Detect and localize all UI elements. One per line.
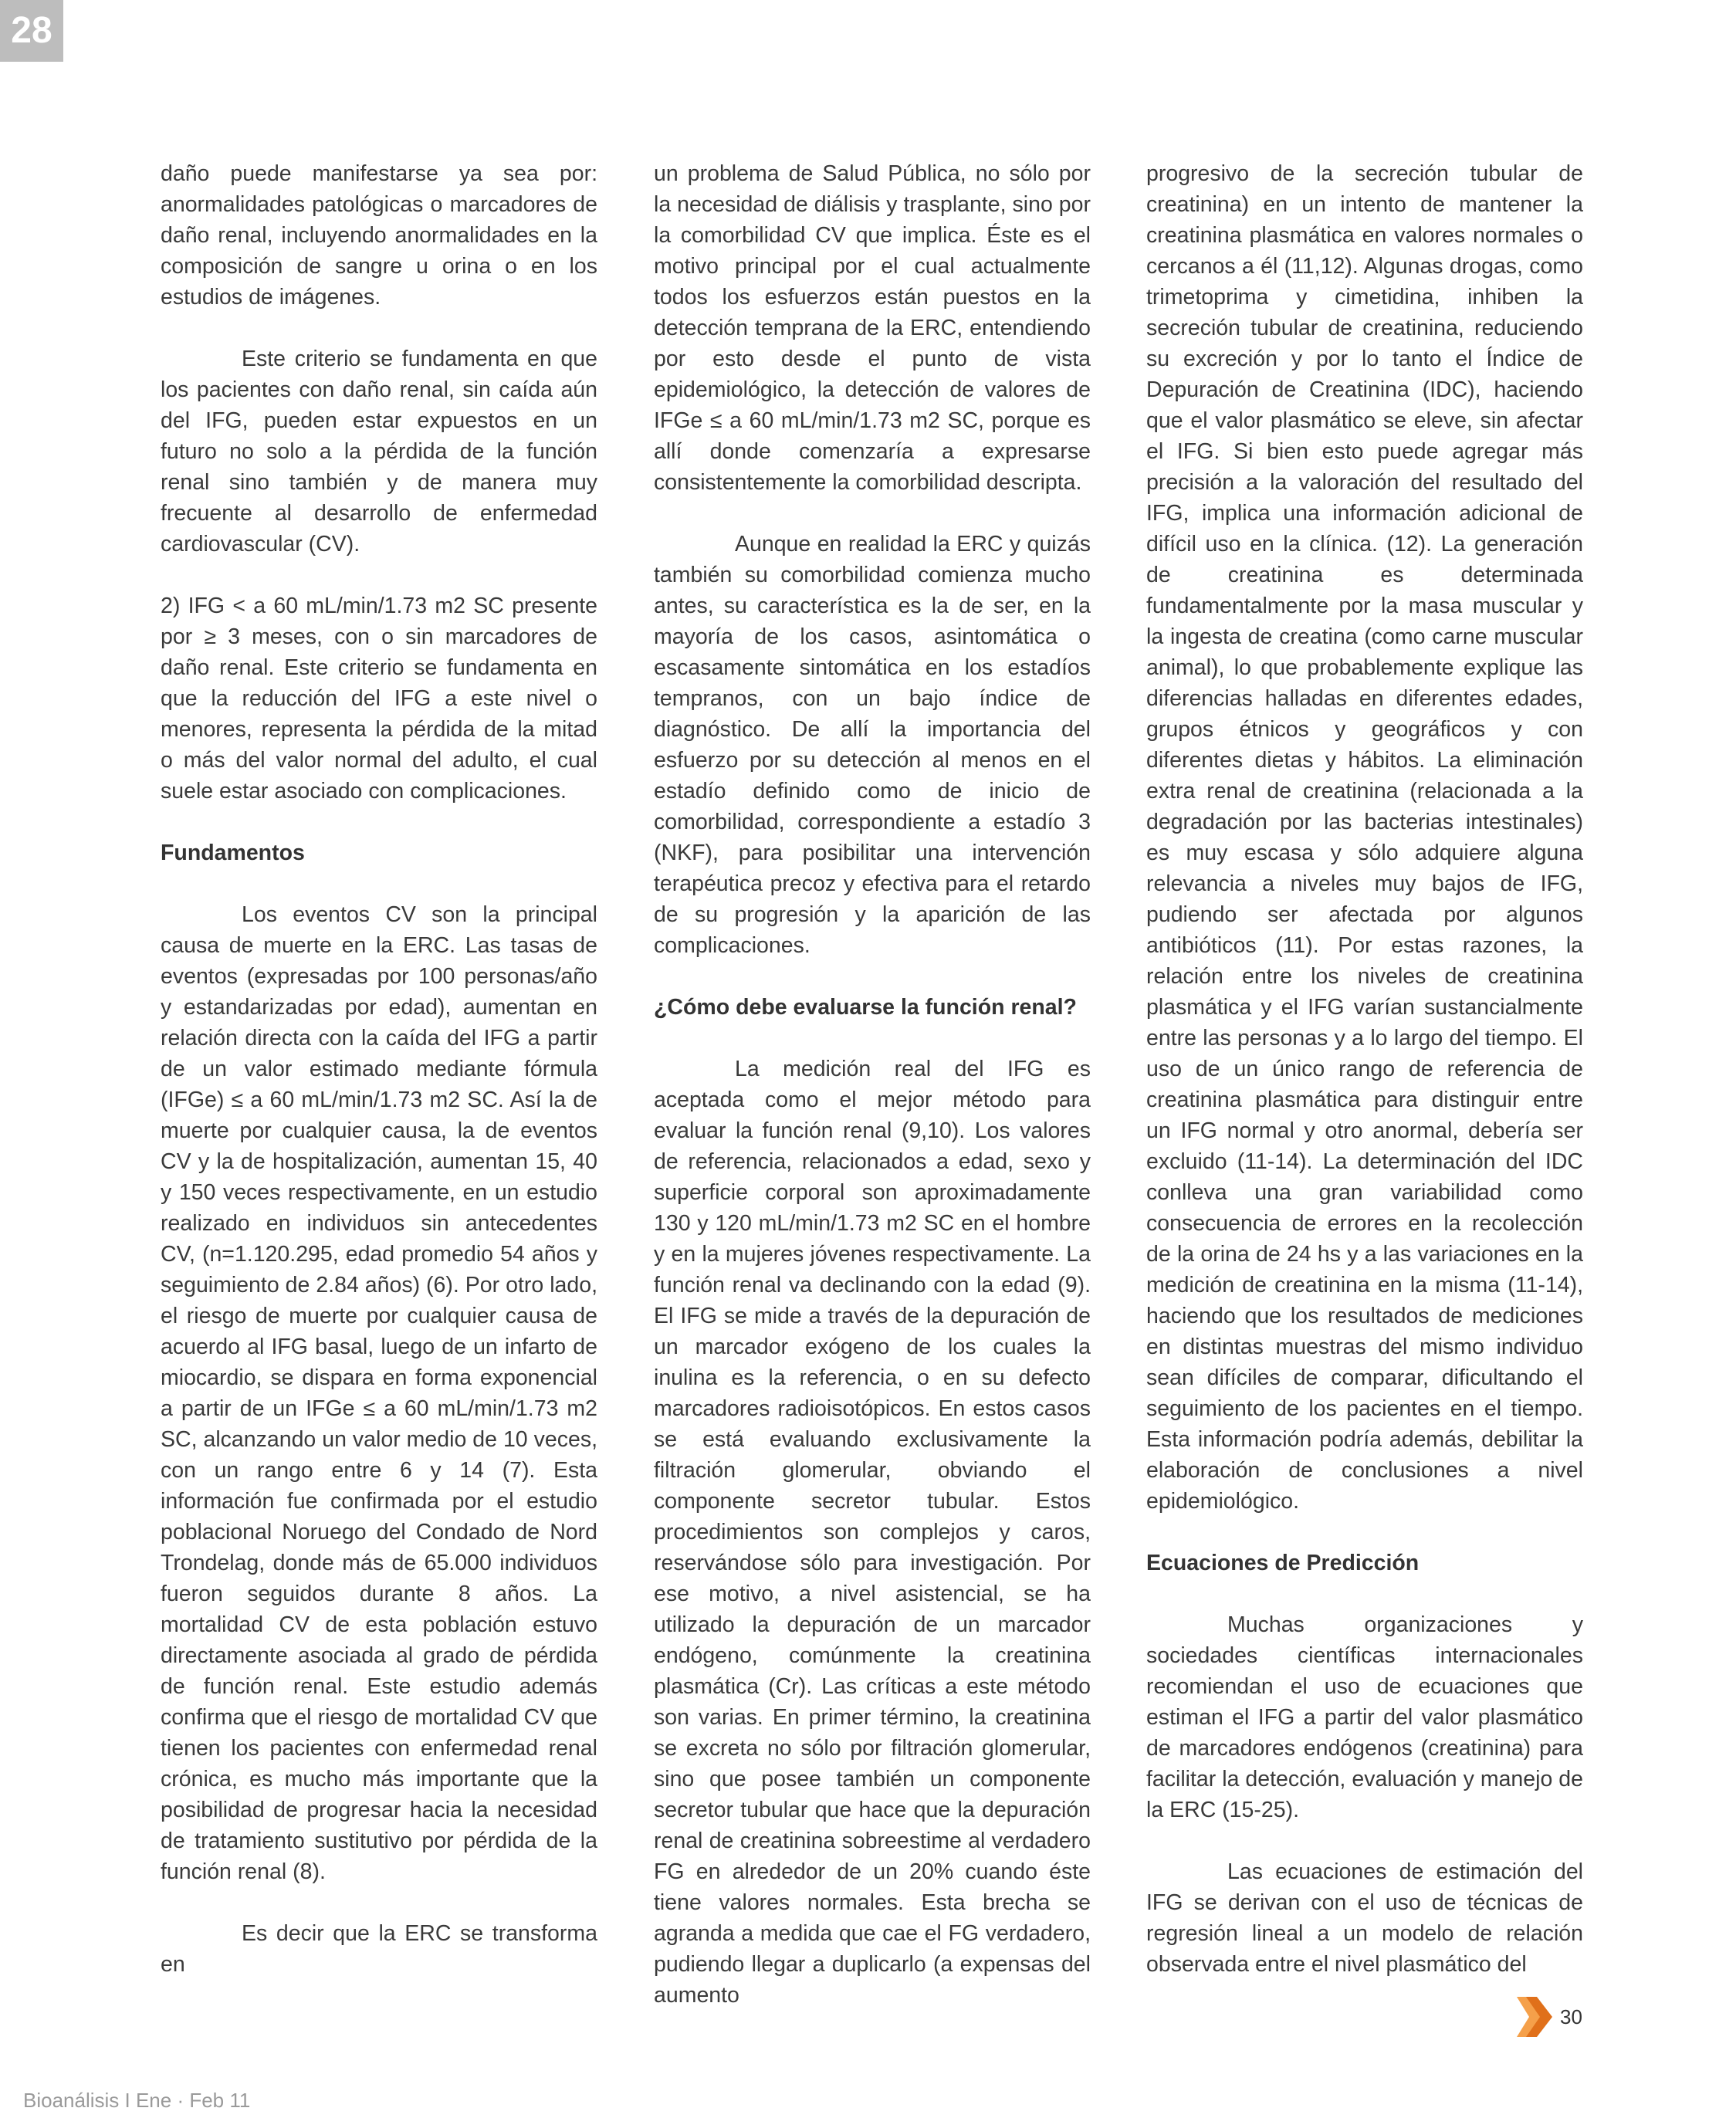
section-heading: ¿Cómo debe evaluarse la función renal? xyxy=(654,995,1077,1020)
footer-publication: Bioanálisis I Ene · Feb 11 xyxy=(23,2089,251,2112)
page-badge: 28 xyxy=(0,0,63,62)
text-column-3 xyxy=(1146,158,1583,2011)
paragraph: progresivo de la secreción tubular de creatinina) en un intento de mantener la creatinina plasmática en valores normales o cercanos a él (11,12). Algunas drogas, como trimetoprima y cimetidina, inhiben la secreción tubular de creatinina, reduciendo su excreción y por lo tanto el Índice de Depuración de Creatinina (IDC), haciendo que el valor plasmático se eleve, sin afectar el IFG. Si bien esto puede agregar más precisión a la valoración del resultado del IFG, implica una información adicional de difícil uso en la clínica. (12). La generación de creatinina es determinada fundamentalmente por la masa muscular y la ingesta de creatina (como carne muscular animal), lo que probablemente explique las diferencias halladas en diferentes edades, grupos étnicos y geográficos y con diferentes dietas y hábitos. La eliminación extra renal de creatinina (relacionada a la degradación por las bacterias intestinales) es muy escasa y sólo adquiere alguna relevancia a niveles muy bajos de IFG, pudiendo ser afectada por algunos antibióticos (11). Por estas razones, la relación entre los niveles de creatinina plasmática y el IFG varían sustancialmente entre las personas y a lo largo del tiempo. El uso de un único rango de referencia de creatinina plasmática para distinguir entre un IFG normal y otro anormal, debería ser excluido (11-14). La determinación del IDC conlleva una gran variabilidad como consecuencia de errores en la recolección de la orina de 24 hs y a las variaciones en la medición de creatinina en la misma (11-14), haciendo que los resultados de mediciones en distintas muestras del mismo individuo sean difíciles de comparar, dificultando el seguimiento de los pacientes en el tiempo. Esta información podría además, debilitar la elaboración de conclusiones a nivel epidemiológico. xyxy=(1146,161,1583,1514)
text-column-2 xyxy=(654,158,1091,2042)
double-chevron-right-icon xyxy=(1517,1997,1552,2037)
paragraph: La medición real del IFG es aceptada como el mejor método para evaluar la función renal (9,10). Los valores de referencia, relacionados a edad, sexo y superficie corporal son aproximadamente 130 y 120 mL/min/1.73 m2 SC en el hombre y en la mujeres jóvenes respectivamente. La función renal va declinando con la edad (9). El IFG se mide a través de la depuración de un marcador exógeno de los cuales la inulina es la referencia, o en su defecto marcadores radioisotópicos. En estos casos se está evaluando exclusivamente la filtración glomerular, obviando el componente secretor tubular. Estos procedimientos son complejos y caros, reservándose sólo para investigación. Por ese motivo, a nivel asistencial, se ha utilizado la depuración de un marcador endógeno, comúnmente la creatinina plasmática (Cr). Las críticas a este método son varias. En primer término, la creatinina se excreta no sólo por filtración glomerular, sino que posee también un componente secretor tubular que hace que la depuración renal de creatinina sobreestime al verdadero FG en alrededor de un 20% cuando éste tiene valores normales. Esta brecha se agranda a medida que cae el FG verdadero, pudiendo llegar a duplicarlo (a expensas del aumento xyxy=(654,1057,1091,2008)
paragraph: 2) IFG < a 60 mL/min/1.73 m2 SC presente por ≥ 3 meses, con o sin marcadores de daño renal. Este criterio se fundamenta en que la reducción del IFG a este nivel o menores, representa la pérdida de la mitad o más del valor normal del adulto, el cual suele estar asociado con complicaciones. xyxy=(161,594,597,804)
paragraph: Los eventos CV son la principal causa de muerte en la ERC. Las tasas de eventos (expresadas por 100 personas/año y estandarizadas por edad), aumentan en relación directa con la caída del IFG a partir de un valor estimado mediante fórmula (IFGe) ≤ a 60 mL/min/1.73 m2 SC. Así la de muerte por cualquier causa, la de eventos CV y la de hospitalización, aumentan 15, 40 y 150 veces respectivamente, en un estudio realizado en individuos sin antecedentes CV, (n=1.120.295, edad promedio 54 años y seguimiento de 2.84 años) (6). Por otro lado, el riesgo de muerte por cualquier causa de acuerdo al IFG basal, luego de un infarto de miocardio, se dispara en forma exponencial a partir de un IFGe ≤ a 60 mL/min/1.73 m2 SC, alcanzando un valor medio de 10 veces, con un rango entre 6 y 14 (7). Esta información fue confirmada por el estudio poblacional Noruego del Condado de Nord Trondelag, donde más de 65.000 individuos fueron seguidos durante 8 años. La mortalidad CV de esta población estuvo directamente asociada al grado de pérdida de función renal. Este estudio además confirma que el riesgo de mortalidad CV que tienen los pacientes con enfermedad renal crónica, es mucho más importante que la posibilidad de progresar hacia la necesidad de tratamiento sustitutivo por pérdida de la función renal (8). xyxy=(161,902,597,1884)
paragraph: Muchas organizaciones y sociedades científicas internacionales recomiendan el uso de ecuaciones que estiman el IFG a partir del valor plasmático de marcadores endógenos (creatinina) para facilitar la detección, evaluación y manejo de la ERC (15-25). xyxy=(1146,1612,1583,1822)
paragraph: un problema de Salud Pública, no sólo por la necesidad de diálisis y trasplante, sino por la comorbilidad CV que implica. Éste es el motivo principal por el cual actualmente todos los esfuerzos están puestos en la detección temprana de la ERC, entendiendo por esto desde el punto de vista epidemiológico, la detección de valores de IFGe ≤ a 60 mL/min/1.73 m2 SC, porque es allí donde comenzaría a expresarse consistentemente la comorbilidad descripta. xyxy=(654,161,1091,495)
section-heading: Ecuaciones de Predicción xyxy=(1146,1551,1420,1575)
paragraph: Es decir que la ERC se transforma en xyxy=(161,1921,597,1977)
page-number: 30 xyxy=(1560,2005,1582,2028)
page-number-block xyxy=(1517,1997,1582,2037)
paragraph: daño puede manifestarse ya sea por: anormalidades patológicas o marcadores de daño renal, incluyendo anormalidades en la composición de sangre u orina o en los estudios de imágenes. xyxy=(161,161,597,310)
paragraph: Aunque en realidad la ERC y quizás también su comorbilidad comienza mucho antes, su característica es la de ser, en la mayoría de los casos, asintomática o escasamente sintomática en los estadíos tempranos, con un bajo índice de diagnóstico. De allí la importancia del esfuerzo por su detección al menos en el estadío definido como de inicio de comorbilidad, correspondiente a estadío 3 (NKF), para posibilitar una intervención terapéutica precoz y efectiva para el retardo de su progresión y la aparición de las complicaciones. xyxy=(654,532,1091,958)
paragraph: Este criterio se fundamenta en que los pacientes con daño renal, sin caída aún del IFG, pueden estar expuestos en un futuro no solo a la pérdida de la función renal sino también y de manera muy frecuente al desarrollo de enfermedad cardiovascular (CV). xyxy=(161,347,597,557)
section-heading: Fundamentos xyxy=(161,841,305,865)
text-column-1 xyxy=(161,158,597,2011)
paragraph: Las ecuaciones de estimación del IFG se derivan con el uso de técnicas de regresión lineal a un modelo de relación observada entre el nivel plasmático del xyxy=(1146,1859,1583,1977)
